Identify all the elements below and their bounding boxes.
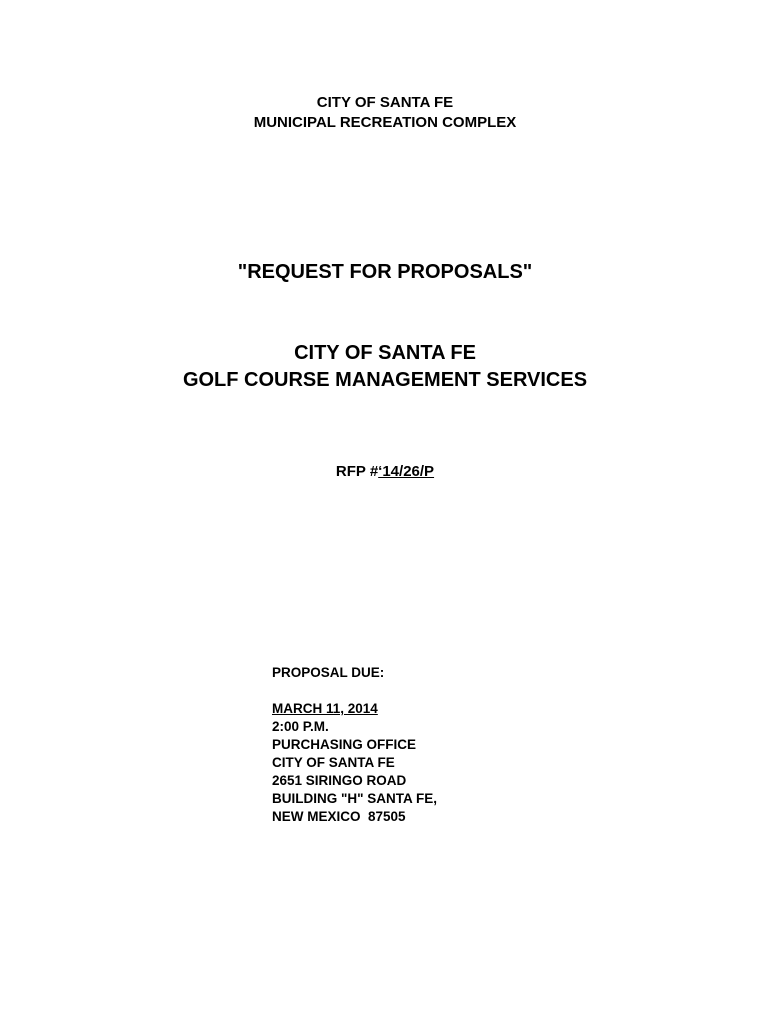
rfp-title: "REQUEST FOR PROPOSALS" xyxy=(237,261,533,283)
due-office: PURCHASING OFFICE xyxy=(272,737,417,752)
subject-service: GOLF COURSE MANAGEMENT SERVICES xyxy=(182,369,588,391)
rfp-subject xyxy=(0,340,770,394)
rfp-number xyxy=(0,462,770,482)
header-city: CITY OF SANTA FE xyxy=(316,94,454,111)
due-street: 2651 SIRINGO ROAD xyxy=(272,773,407,788)
document-header xyxy=(0,93,770,133)
subject-city: CITY OF SANTA FE xyxy=(294,342,476,364)
rfp-number-prefix: RFP # xyxy=(335,463,379,480)
due-building: BUILDING "H" SANTA FE, xyxy=(272,791,438,806)
due-date: MARCH 11, 2014 xyxy=(272,701,378,716)
rfp-number-value: ‘14/26/P xyxy=(378,463,435,480)
header-complex: MUNICIPAL RECREATION COMPLEX xyxy=(253,114,517,131)
proposal-due-block xyxy=(272,664,437,826)
due-city: CITY OF SANTA FE xyxy=(272,755,395,770)
due-time: 2:00 P.M. xyxy=(272,719,329,734)
due-state-zip: NEW MEXICO 87505 xyxy=(272,809,406,824)
proposal-due-label: PROPOSAL DUE: xyxy=(272,665,385,680)
